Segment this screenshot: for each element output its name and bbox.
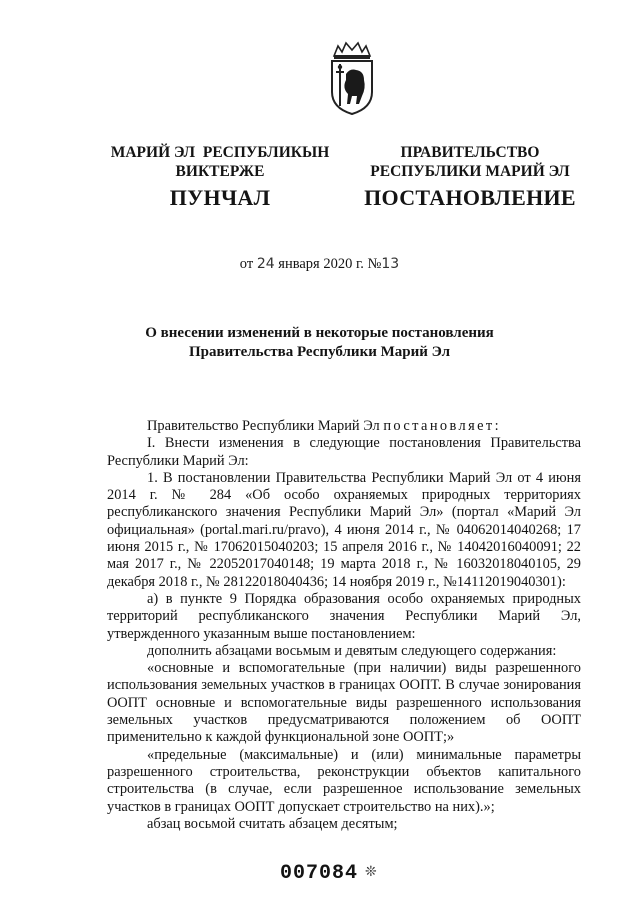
header-left-title: ПУНЧАЛ (169, 185, 271, 210)
title-line2: Правительства Республики Марий Эл (188, 344, 451, 360)
date-line (0, 256, 639, 273)
paragraph-2: I. Внести изменения в следующие постановления Правительства Республики Марий Эл: (107, 435, 581, 469)
header-right-title: ПОСТАНОВЛЕНИЕ (364, 185, 576, 210)
date-day: 24 (256, 256, 275, 272)
paragraph-1-subject: Правительство Республики Марий Эл (147, 418, 380, 434)
document-title (0, 324, 639, 362)
header-left-line2: ВИКТЕРЖЕ (175, 163, 265, 180)
ornament-mark-icon: ❊ (365, 864, 377, 880)
paragraph-8: абзац восьмой считать абзацем десятым; (147, 815, 398, 832)
header-left-line1: МАРИЙ ЭЛ РЕСПУБЛИКЫН (110, 144, 330, 161)
document-number: 13 (381, 256, 400, 272)
document-serial-number: 007084 (280, 862, 359, 885)
header-right-line2: РЕСПУБЛИКИ МАРИЙ ЭЛ (370, 163, 570, 180)
date-month-year: января 2020 г. № (278, 256, 382, 272)
header-right-line1: ПРАВИТЕЛЬСТВО (400, 144, 540, 161)
paragraph-6: «основные и вспомогательные (при наличии) виды разрешенного использования земельных участков в границах ООПТ. В случае зонирования ООПТ основные и вспомогательные виды разрешенного использования земельных участков предусматриваются положением об ООПТ применительно к каждой функциональной зоне ООПТ;» (107, 660, 581, 746)
paragraph-1-verb: постановляет: (383, 418, 501, 434)
paragraph-1 (107, 418, 581, 435)
paragraph-5: дополнить абзацами восьмым и девятым следующего содержания: (147, 642, 557, 659)
paragraph-4: а) в пункте 9 Порядка образования особо охраняемых природных территорий республиканского значения Республики Марий Эл, утвержденного указанным выше постановлением: (107, 590, 581, 642)
coat-of-arms-icon (326, 40, 378, 116)
document-body (107, 418, 581, 833)
paragraph-3: 1. В постановлении Правительства Республики Марий Эл от 4 июня 2014 г. № 284 «Об особо охраняемых природных территориях республиканского значения Республики Марий Эл» (портал «Марий Эл официальная» (portal.mari.ru/pravo), 4 июня 2014 г., № 04062014040268; 17 июня 2015 г., № 17062015040203; 15 апреля 2016 г., № 14042016040091; 22 мая 2017 г., № 22052017040148; 19 марта 2018 г., № 16032018040105, 29 декабря 2018 г., № 28122018040436; 14 ноября 2019 г., №14112019040301): (107, 469, 581, 590)
title-line1: О внесении изменений в некоторые постановления (145, 325, 494, 341)
date-prefix: от (239, 256, 254, 272)
paragraph-7: «предельные (максимальные) и (или) минимальные параметры разрешенного строительства, реконструкции объектов капитального строительства (в случае, если разрешенное использование земельных участков в границах ООПТ допускает строительство на них).»; (107, 746, 581, 815)
